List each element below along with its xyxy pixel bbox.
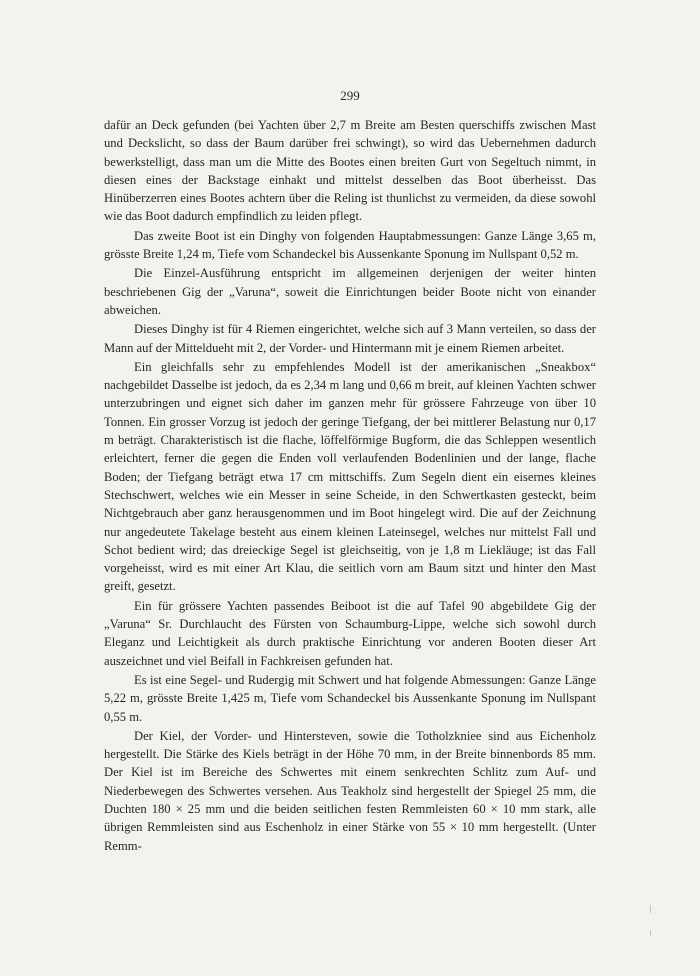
paragraph-dinghy-construction: Die Einzel-Ausführung entspricht im allgemeinen derjenigen der weiter hinten beschriebenen Gig der „Varuna“, soweit die Einrichtungen beider Boote nicht von einander abweichen. bbox=[104, 266, 596, 317]
margin-edge-mark bbox=[650, 930, 651, 936]
page-number: 299 bbox=[340, 88, 360, 103]
body-text bbox=[104, 116, 596, 855]
paragraph-keel-construction: Der Kiel, der Vorder- und Hintersteven, sowie die Totholzkniee sind aus Eichenholz hergestellt. Die Stärke des Kiels beträgt in der Höhe 70 mm, in der Breite binnenbords 85 mm. Der Kiel ist im Bereiche des Schwertes mit einem senkrechten Schlitz zum Auf- und Niederbewegen des Schwertes versehen. Aus Teakholz sind hergestellt der Spiegel 25 mm, die Duchten 180 × 25 mm und die beiden seitlichen festen Remmleisten 60 × 10 mm stark, alle übrigen Remmleisten sind aus Eschenholz in einer Stärke von 55 × 10 mm hergestellt. (Unter Remm- bbox=[104, 728, 596, 853]
paragraph-gig-dimensions: Es ist eine Segel- und Rudergig mit Schwert und hat folgende Abmessungen: Ganze Länge 5,22 m, grösste Breite 1,425 m, Tiefe vom Schandeckel bis Aussenkante Sponung im Nullspant 0,55 m. bbox=[104, 672, 596, 724]
paragraph-dinghy-dimensions: Das zweite Boot ist ein Dinghy von folgenden Hauptabmessungen: Ganze Länge 3,65 m, grösste Breite 1,24 m, Tiefe vom Schandeckel bis Aussenkante Sponung im Nullspant 0,52 m. bbox=[104, 228, 596, 262]
paragraph-varuna-gig: Ein für grössere Yachten passendes Beiboot ist die auf Tafel 90 abgebildete Gig der „Varuna“ Sr. Durchlaucht des Fürsten von Schaumburg-Lippe, welche sich sowohl durch Eleganz und Leichtigkeit als durch praktische Einrichtung vor anderen Booten dieser Art auszeichnet und viel Beifall in Fachkreisen gefunden hat. bbox=[104, 598, 596, 668]
margin-edge-mark bbox=[650, 905, 651, 913]
paragraph-sneakbox: Ein gleichfalls sehr zu empfehlendes Modell ist der amerikanischen „Sneakbox“ nachgebildet Dasselbe ist jedoch, da es 2,34 m lang und 0,66 m breit, auf kleinen Yachten schwer unterzubringen und eignet sich daher im ganzen mehr für grössere Fahrzeuge von über 10 Tonnen. Ein grosser Vorzug ist jedoch der geringe Tiefgang, der bei mittlerer Belastung nur 0,17 m beträgt. Charakteristisch ist die flache, löffelförmige Bugform, die das Schleppen wesentlich erleichtert, ferner die gegen die Enden voll verlaufenden Bodenlinien und der lange, flache Boden; der Tiefgang beträgt etwa 17 cm mittschiffs. Zum Segeln dient ein eisernes kleines Stechschwert, welches wie ein Messer in seine Scheide, in den Schwertkasten gesteckt, beim Nichtgebrauch aber ganz herausgenommen und im Boot hingelegt wird. Die auf der Zeichnung nur angedeutete Takelage besteht aus einem kleinen Lateinsegel, welches nur mittelst Fall und Schot bedient wird; das dreieckige Segel ist gleichseitig, von je 1,8 m Liekläuge; ist das Fall vorgeheisst, wird es mit einer Art Klau, die seitlich vorn am Baum sitzt und hinter den Mast greift, gesetzt. bbox=[104, 359, 596, 594]
paragraph-continuation: dafür an Deck gefunden (bei Yachten über 2,7 m Breite am Besten querschiffs zwischen Mast und Deckslicht, so dass der Baum darüber frei schwingt), so wird das Uebernehmen dadurch bewerkstelligt, dass man um die Mitte des Bootes einen breiten Gurt von Segeltuch nimmt, in diesen eines der Backstage einhakt und mittelst desselben das Boot überheisst. Das Hinüberzerren eines Bootes achtern über die Reling ist thunlichst zu vermeiden, da diese sowohl wie das Boot dadurch empfindlich zu leiden pflegt. bbox=[104, 118, 596, 224]
paragraph-dinghy-oars: Dieses Dinghy ist für 4 Riemen eingerichtet, welche sich auf 3 Mann verteilen, so dass der Mann auf der Mitteldueht mit 2, der Vorder- und Hintermann mit je einem Riemen arbeitet. bbox=[104, 322, 596, 355]
